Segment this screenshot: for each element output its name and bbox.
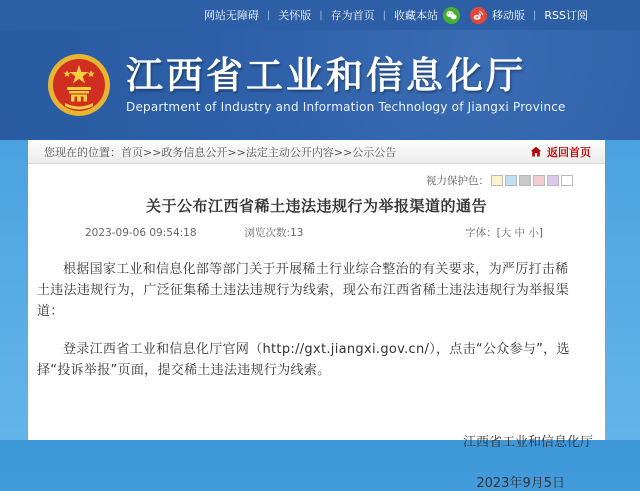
font-size-switcher[interactable]: 字体：[大 中 小] [465, 227, 543, 239]
color-swatch-white[interactable] [561, 175, 573, 186]
care-version-link[interactable]: 关怀版 [278, 9, 312, 22]
paragraph: 根据国家工业和信息化部等部门关于开展稀土行业综合整治的有关要求，为严厉打击稀土违法违规行为，广泛征集稀土违法违规行为线索，现公布江西省稀土违法违规行为举报渠道： [37, 262, 570, 319]
site-subtitle-en: Department of Industry and Information Technology of Jiangxi Province [126, 100, 566, 115]
breadcrumb-label: 您现在的位置： [44, 145, 121, 159]
weibo-icon[interactable] [470, 7, 487, 24]
article-meta [28, 225, 605, 240]
eye-protection-swatches [491, 175, 573, 186]
color-swatch-purple[interactable] [547, 175, 559, 186]
content-container [28, 140, 605, 491]
color-swatch-blue[interactable] [505, 175, 517, 186]
national-emblem-icon [47, 53, 111, 117]
eye-protection-row [28, 164, 605, 188]
color-swatch-gray[interactable] [519, 175, 531, 186]
article-body [28, 240, 605, 381]
divider: | [382, 9, 387, 21]
return-home-button[interactable] [530, 144, 591, 160]
divider: | [533, 9, 537, 21]
home-icon [530, 146, 542, 158]
accessibility-link[interactable]: 网站无障碍 [203, 9, 259, 22]
publish-date: 2023-09-06 09:54:18 [85, 226, 197, 239]
rss-link[interactable]: RSS订阅 [544, 9, 588, 22]
eye-protection-label: 视力保护色： [426, 175, 489, 187]
bookmark-link[interactable]: 收藏本站 [394, 9, 439, 22]
color-swatch-pink[interactable] [533, 175, 545, 186]
article-title: 关于公布江西省稀土违法违规行为举报渠道的通告 [145, 197, 487, 215]
mobile-version-link[interactable]: 移动版 [492, 9, 526, 22]
return-home-label: 返回首页 [547, 145, 591, 159]
view-count: 浏览次数:13 [244, 227, 304, 239]
signature-org: 江西省工业和信息化厅 [462, 435, 593, 450]
breadcrumb-path[interactable]: 首页>>政务信息公开>>法定主动公开内容>>公示公告 [121, 145, 397, 159]
top-link-bar [0, 0, 640, 30]
set-homepage-link[interactable]: 存为首页 [330, 9, 375, 22]
color-swatch-yellow[interactable] [491, 175, 503, 186]
signature-date: 2023年9月5日 [476, 476, 565, 491]
divider: | [266, 9, 271, 21]
wechat-icon[interactable] [443, 7, 460, 24]
paragraph: 登录江西省工业和信息化厅官网（http://gxt.jiangxi.gov.cn/），点击“公众参与”，选择“投诉举报”页面，提交稀土违法违规行为线索。 [37, 342, 570, 378]
breadcrumb [28, 140, 605, 164]
site-header [0, 30, 640, 140]
divider: | [319, 9, 323, 21]
site-title: 江西省工业和信息化厅 [126, 53, 526, 97]
